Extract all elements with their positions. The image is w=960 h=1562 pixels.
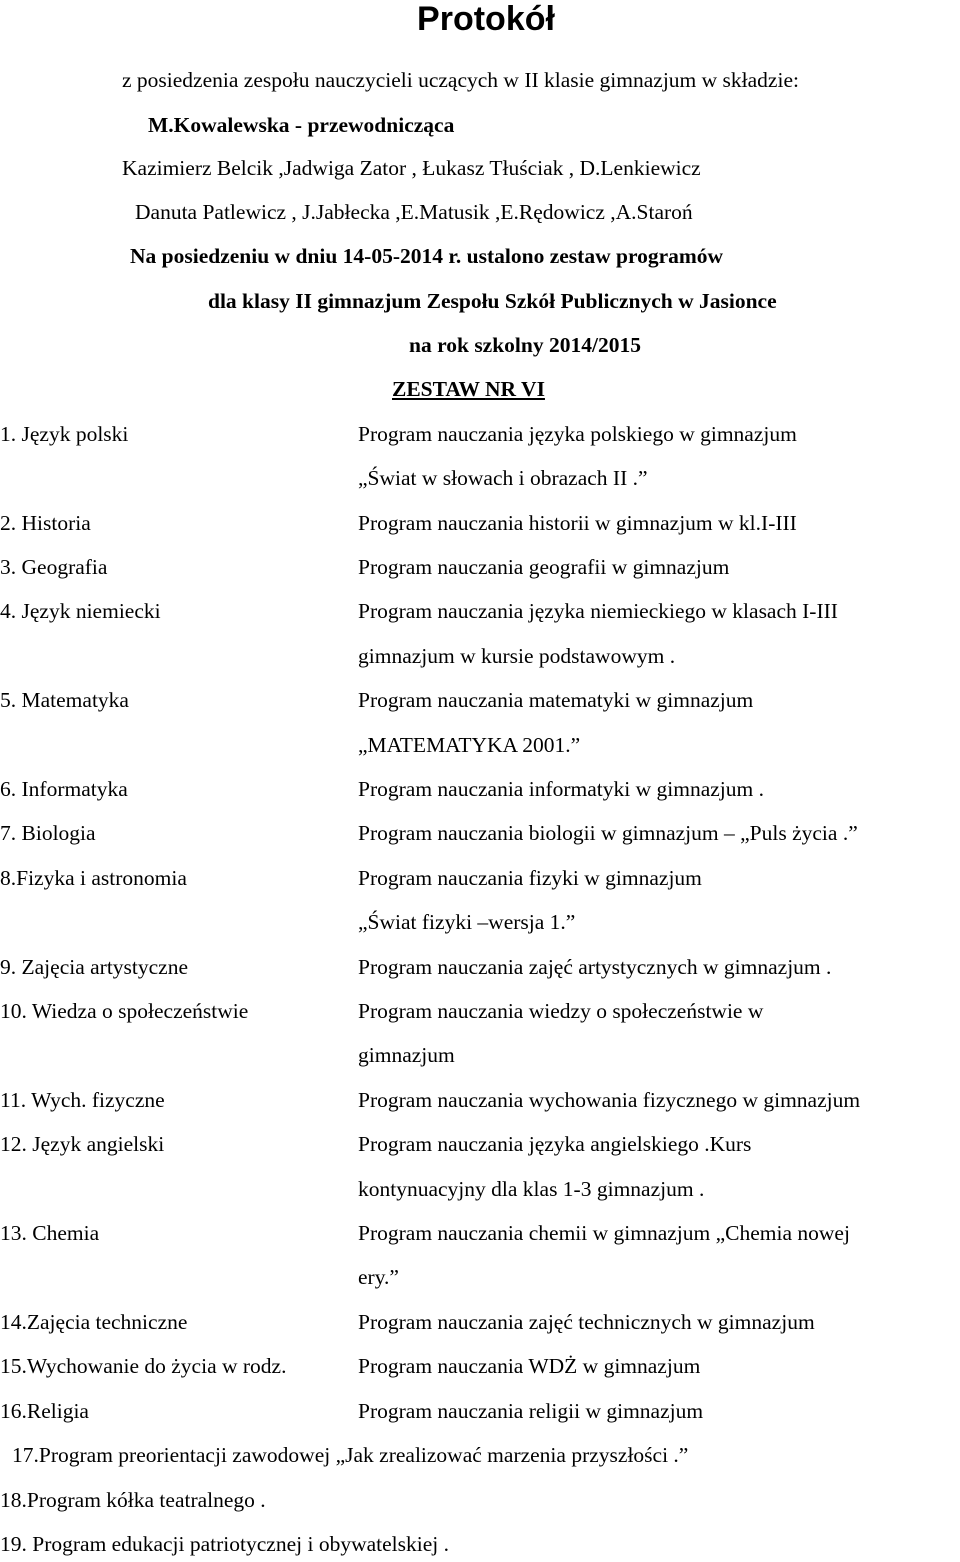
row-program: „Świat w słowach i obrazach II .”: [358, 466, 648, 490]
chair-line: M.Kowalewska - przewodnicząca: [148, 113, 455, 137]
row-subject: 2. Historia: [0, 511, 91, 535]
row-program: ery.”: [358, 1265, 399, 1289]
row-program: Program nauczania języka polskiego w gimnazjum: [358, 422, 797, 446]
row-subject: 6. Informatyka: [0, 777, 128, 801]
row-program: Program nauczania historii w gimnazjum w kl.I-III: [358, 511, 797, 535]
row-program: Program nauczania WDŻ w gimnazjum: [358, 1354, 701, 1378]
meeting-line-2: dla klasy II gimnazjum Zespołu Szkół Publicznych w Jasionce: [208, 289, 777, 313]
row-program: Program nauczania języka niemieckiego w klasach I-III: [358, 599, 838, 623]
row-subject: 1. Język polski: [0, 422, 129, 446]
row-program: „MATEMATYKA 2001.”: [358, 733, 581, 757]
document-title: Protokół: [417, 0, 555, 38]
row-program: gimnazjum: [358, 1043, 455, 1067]
row-program: Program nauczania informatyki w gimnazjum .: [358, 777, 764, 801]
row-program: Program nauczania geografii w gimnazjum: [358, 555, 730, 579]
members-line-2: Danuta Patlewicz , J.Jabłecka ,E.Matusik ,E.Rędowicz ,A.Staroń: [135, 200, 693, 224]
extra-item-19: 19. Program edukacji patriotycznej i obywatelskiej .: [0, 1532, 449, 1556]
row-program: Program nauczania języka angielskiego .Kurs: [358, 1132, 752, 1156]
row-subject: 14.Zajęcia techniczne: [0, 1310, 188, 1334]
row-subject: 10. Wiedza o społeczeństwie: [0, 999, 249, 1023]
row-program: Program nauczania zajęć technicznych w gimnazjum: [358, 1310, 815, 1334]
set-heading: ZESTAW NR VI: [392, 377, 545, 401]
row-subject: 16.Religia: [0, 1399, 89, 1423]
row-subject: 5. Matematyka: [0, 688, 129, 712]
row-subject: 13. Chemia: [0, 1221, 100, 1245]
row-subject: 8.Fizyka i astronomia: [0, 866, 187, 890]
row-program: Program nauczania wychowania fizycznego w gimnazjum: [358, 1088, 861, 1112]
meeting-line-1: Na posiedzeniu w dniu 14-05-2014 r. ustalono zestaw programów: [130, 244, 724, 268]
row-program: Program nauczania biologii w gimnazjum – „Puls życia .”: [358, 821, 858, 845]
row-subject: 11. Wych. fizyczne: [0, 1088, 165, 1112]
row-program: Program nauczania fizyki w gimnazjum: [358, 866, 702, 890]
row-subject: 15.Wychowanie do życia w rodz.: [0, 1354, 287, 1378]
row-subject: 9. Zajęcia artystyczne: [0, 955, 189, 979]
row-program: Program nauczania religii w gimnazjum: [358, 1399, 704, 1423]
row-subject: 4. Język niemiecki: [0, 599, 161, 623]
row-program: Program nauczania matematyki w gimnazjum: [358, 688, 754, 712]
row-program: Program nauczania wiedzy o społeczeństwie w: [358, 999, 764, 1023]
row-program: gimnazjum w kursie podstawowym .: [358, 644, 676, 668]
extra-item-18: 18.Program kółka teatralnego .: [0, 1488, 266, 1512]
meeting-line-3: na rok szkolny 2014/2015: [409, 333, 641, 357]
row-subject: 7. Biologia: [0, 821, 96, 845]
row-program: kontynuacyjny dla klas 1-3 gimnazjum .: [358, 1177, 705, 1201]
row-program: Program nauczania zajęć artystycznych w gimnazjum .: [358, 955, 832, 979]
row-subject: 3. Geografia: [0, 555, 108, 579]
extra-item-17: 17.Program preorientacji zawodowej „Jak zrealizować marzenia przyszłości .”: [12, 1443, 689, 1467]
intro-line: z posiedzenia zespołu nauczycieli uczących w II klasie gimnazjum w składzie:: [122, 68, 799, 92]
members-line-1: Kazimierz Belcik ,Jadwiga Zator , Łukasz Tłuściak , D.Lenkiewicz: [122, 156, 701, 180]
row-program: „Świat fizyki –wersja 1.”: [358, 910, 576, 934]
row-subject: 12. Język angielski: [0, 1132, 165, 1156]
row-program: Program nauczania chemii w gimnazjum „Chemia nowej: [358, 1221, 850, 1245]
